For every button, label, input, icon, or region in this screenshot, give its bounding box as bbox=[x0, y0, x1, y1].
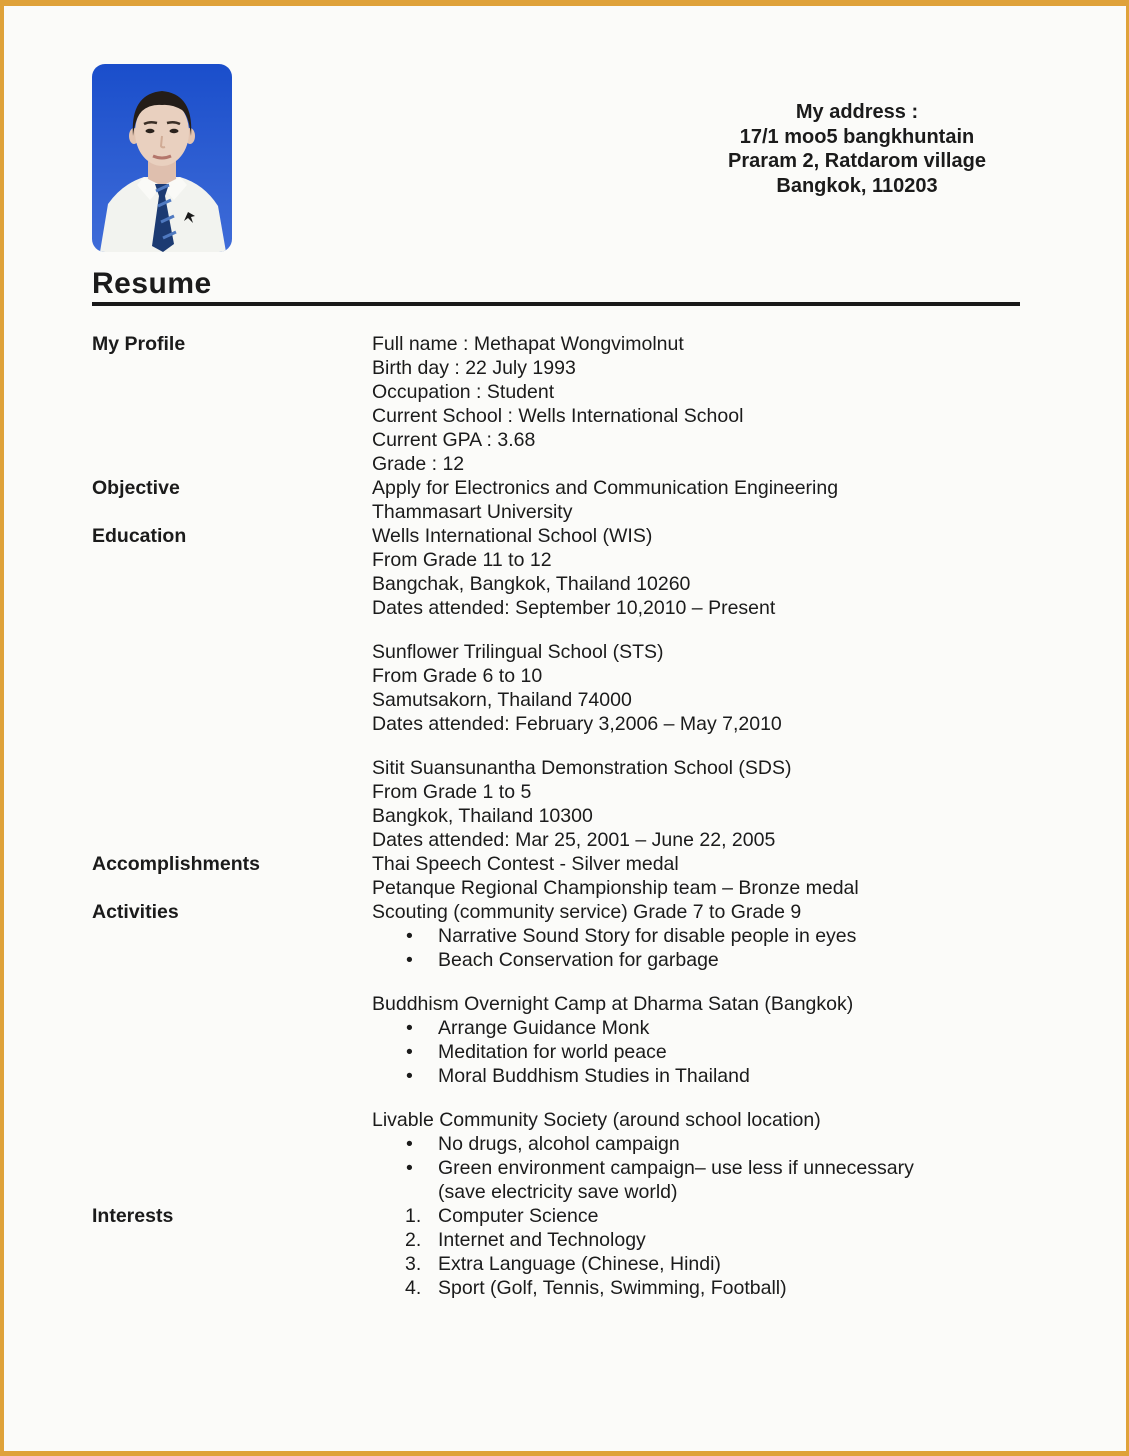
content-block bbox=[372, 1204, 1020, 1300]
section-label: Education bbox=[92, 525, 187, 547]
item-number: 4. bbox=[405, 1277, 422, 1299]
address-line: Praram 2, Ratdarom village bbox=[728, 150, 986, 172]
bullet-item bbox=[372, 1040, 1020, 1064]
section-content bbox=[372, 900, 1020, 1204]
bullet-icon: • bbox=[406, 925, 413, 947]
text-line: Apply for Electronics and Communication Engineering bbox=[372, 477, 839, 499]
address-line: 17/1 moo5 bangkhuntain bbox=[739, 125, 975, 148]
text-line: Bangkok, Thailand 10300 bbox=[372, 805, 593, 827]
bullet-item bbox=[372, 1016, 1020, 1040]
content-block bbox=[372, 756, 1020, 852]
content-block bbox=[372, 524, 1020, 620]
address-block bbox=[702, 100, 1012, 198]
text-line: Petanque Regional Championship team – Bronze medal bbox=[372, 877, 859, 899]
section-content bbox=[372, 476, 1020, 524]
section-label: Interests bbox=[92, 1205, 174, 1227]
bullet-icon: • bbox=[406, 949, 413, 971]
bullet-icon: • bbox=[406, 1017, 413, 1039]
section-education bbox=[92, 524, 1020, 852]
bullet-text: Green environment campaign– use less if unnecessary bbox=[438, 1157, 914, 1179]
bullet-text: Meditation for world peace bbox=[438, 1041, 667, 1063]
item-number: 1. bbox=[405, 1205, 422, 1227]
header bbox=[92, 6, 1020, 252]
content-block bbox=[372, 852, 1020, 900]
section-activities bbox=[92, 900, 1020, 1204]
bullet-text: Arrange Guidance Monk bbox=[438, 1017, 650, 1039]
section-accomplishments bbox=[92, 852, 1020, 900]
text-line: Wells International School (WIS) bbox=[372, 525, 653, 547]
numbered-text: Computer Science bbox=[438, 1205, 599, 1227]
content-block bbox=[372, 332, 1020, 476]
bullet-item bbox=[372, 1156, 1020, 1180]
numbered-text: Extra Language (Chinese, Hindi) bbox=[438, 1253, 721, 1275]
title-rule bbox=[92, 268, 1020, 306]
text-line: Full name : Methapat Wongvimolnut bbox=[372, 333, 684, 355]
bullet-icon: • bbox=[406, 1065, 413, 1087]
bullet-text: Moral Buddhism Studies in Thailand bbox=[438, 1065, 750, 1087]
text-line: Dates attended: Mar 25, 2001 – June 22, 2005 bbox=[372, 829, 776, 851]
bullet-icon: • bbox=[406, 1041, 413, 1063]
section-content bbox=[372, 1204, 1020, 1300]
section-objective bbox=[92, 476, 1020, 524]
numbered-item bbox=[372, 1276, 1020, 1300]
section-content bbox=[372, 852, 1020, 900]
text-line: Current School : Wells International School bbox=[372, 405, 744, 427]
resume-sections bbox=[92, 332, 1020, 1300]
section-label: Objective bbox=[92, 477, 180, 499]
bullet-text: Narrative Sound Story for disable people in eyes bbox=[438, 925, 857, 947]
bullet-text: Beach Conservation for garbage bbox=[438, 949, 719, 971]
bullet-item bbox=[372, 948, 1020, 972]
item-number: 3. bbox=[405, 1253, 422, 1275]
content-block bbox=[372, 476, 1020, 524]
section-my-profile bbox=[92, 332, 1020, 476]
page-title: Resume bbox=[92, 267, 212, 300]
text-line: Thammasart University bbox=[372, 501, 573, 523]
text-line: Birth day : 22 July 1993 bbox=[372, 357, 576, 379]
text-line: Bangchak, Bangkok, Thailand 10260 bbox=[372, 573, 691, 595]
numbered-item bbox=[372, 1228, 1020, 1252]
numbered-text: Sport (Golf, Tennis, Swimming, Football) bbox=[438, 1277, 787, 1299]
numbered-item bbox=[372, 1252, 1020, 1276]
section-content bbox=[372, 524, 1020, 852]
section-content bbox=[372, 332, 1020, 476]
text-line: Scouting (community service) Grade 7 to Grade 9 bbox=[372, 901, 802, 923]
section-label: My Profile bbox=[92, 333, 186, 355]
section-label: Activities bbox=[92, 901, 179, 923]
text-line: From Grade 1 to 5 bbox=[372, 781, 532, 803]
text-line: Sunflower Trilingual School (STS) bbox=[372, 641, 664, 663]
continuation-line: (save electricity save world) bbox=[438, 1181, 678, 1203]
text-line: Occupation : Student bbox=[372, 381, 555, 403]
text-line: Dates attended: February 3,2006 – May 7,2010 bbox=[372, 713, 782, 735]
text-line: Buddhism Overnight Camp at Dharma Satan (Bangkok) bbox=[372, 993, 854, 1015]
text-line: Livable Community Society (around school location) bbox=[372, 1109, 821, 1131]
bullet-text: No drugs, alcohol campaign bbox=[438, 1133, 680, 1155]
address-line: Bangkok, 110203 bbox=[776, 174, 938, 197]
text-line: Sitit Suansunantha Demonstration School (SDS) bbox=[372, 757, 792, 779]
content-block bbox=[372, 640, 1020, 736]
bullet-item bbox=[372, 1064, 1020, 1088]
text-line: Samutsakorn, Thailand 74000 bbox=[372, 689, 632, 711]
text-line: Current GPA : 3.68 bbox=[372, 429, 536, 451]
content-block bbox=[372, 992, 1020, 1088]
bullet-item bbox=[372, 1132, 1020, 1156]
section-interests bbox=[92, 1204, 1020, 1300]
numbered-text: Internet and Technology bbox=[438, 1229, 646, 1251]
text-line: From Grade 6 to 10 bbox=[372, 665, 543, 687]
bullet-icon: • bbox=[406, 1157, 413, 1179]
content-block bbox=[372, 900, 1020, 972]
applicant-photo bbox=[92, 64, 232, 252]
applicant-photo-image bbox=[92, 64, 232, 252]
bullet-icon: • bbox=[406, 1133, 413, 1155]
section-label: Accomplishments bbox=[92, 853, 260, 875]
text-line: Dates attended: September 10,2010 – Present bbox=[372, 597, 776, 619]
address-line: My address : bbox=[795, 101, 919, 123]
item-number: 2. bbox=[405, 1229, 422, 1251]
text-line: From Grade 11 to 12 bbox=[372, 549, 552, 571]
content-block bbox=[372, 1108, 1020, 1204]
text-line: Thai Speech Contest - Silver medal bbox=[372, 853, 679, 875]
text-line: Grade : 12 bbox=[372, 453, 465, 475]
numbered-item bbox=[372, 1204, 1020, 1228]
bullet-item bbox=[372, 924, 1020, 948]
